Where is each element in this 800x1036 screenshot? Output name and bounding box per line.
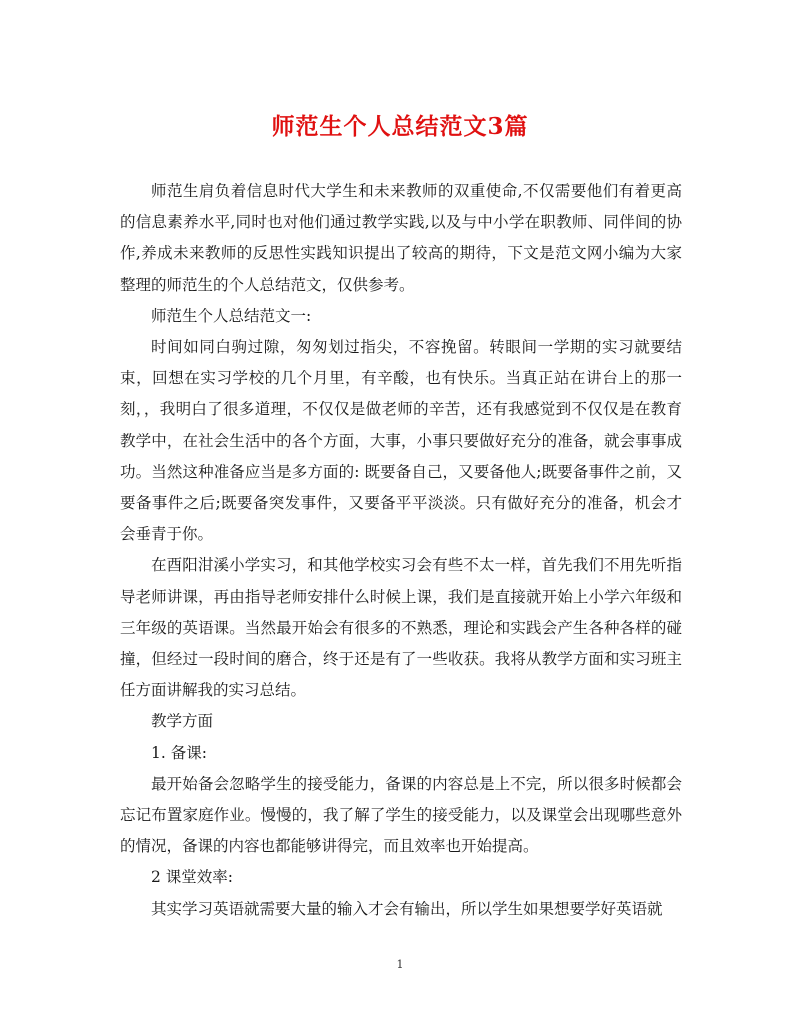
paragraph-body: 在酉阳泔溪小学实习，和其他学校实习会有些不太一样，首先我们不用先听指导老师讲课，再由指导老师安排什么时候上课，我们是直接就开始上小学六年级和三年级的英语课。当然最开始会有很多的不熟悉，理论和实践会产生各种各样的碰撞，但经过一段时间的磨合，终于还是有了一些收获。我将从教学方面和实习班主任方面讲解我的实习总结。 — [120, 556, 682, 700]
paragraph-section-heading: 师范生个人总结范文一: — [151, 306, 312, 325]
paragraph-body: 时间如同白驹过隙，匆匆划过指尖，不容挽留。转眼间一学期的实习就要结束，回想在实习学校的几个月里，有辛酸，也有快乐。当真正站在讲台上的那一刻，，我明白了很多道理，不仅仅是做老师的辛苦，还有我感觉到不仅仅是在教育教学中，在社会生活中的各个方面，大事，小事只要做好充分的准备，就会事事成功。当然这种准备应当是多方面的: 既要备自己，又要备他人;既要备事件之前，又要备事件之后;既要备突发事件，又要备平平淡淡。只有做好充分的准备，机会才会垂青于你。 — [120, 338, 682, 544]
paragraph-subheading: 1. 备课: — [151, 743, 207, 762]
document-body — [120, 176, 682, 925]
paragraph-intro: 师范生肩负着信息时代大学生和未来教师的双重使命,不仅需要他们有着更高的信息素养水平,同时也对他们通过教学实践,以及与中小学在职教师、同伴间的协作,养成未来教师的反思性实践知识提出了较高的期待，下文是范文网小编为大家整理的师范生的个人总结范文，仅供参考。 — [120, 182, 682, 294]
paragraph-body: 最开始备会忽略学生的接受能力，备课的内容总是上不完，所以很多时候都会忘记布置家庭作业。慢慢的，我了解了学生的接受能力，以及课堂会出现哪些意外的情况，备课的内容也都能够讲得完，而且效率也开始提高。 — [120, 774, 682, 856]
paragraph-body: 其实学习英语就需要大量的输入才会有输出，所以学生如果想要学好英语就 — [151, 899, 663, 918]
page-number: 1 — [396, 958, 404, 971]
paragraph-subheading: 2 课堂效率: — [151, 868, 234, 887]
document-title: 师范生个人总结范文3篇 — [271, 113, 529, 140]
paragraph-subheading: 教学方面 — [151, 712, 214, 731]
